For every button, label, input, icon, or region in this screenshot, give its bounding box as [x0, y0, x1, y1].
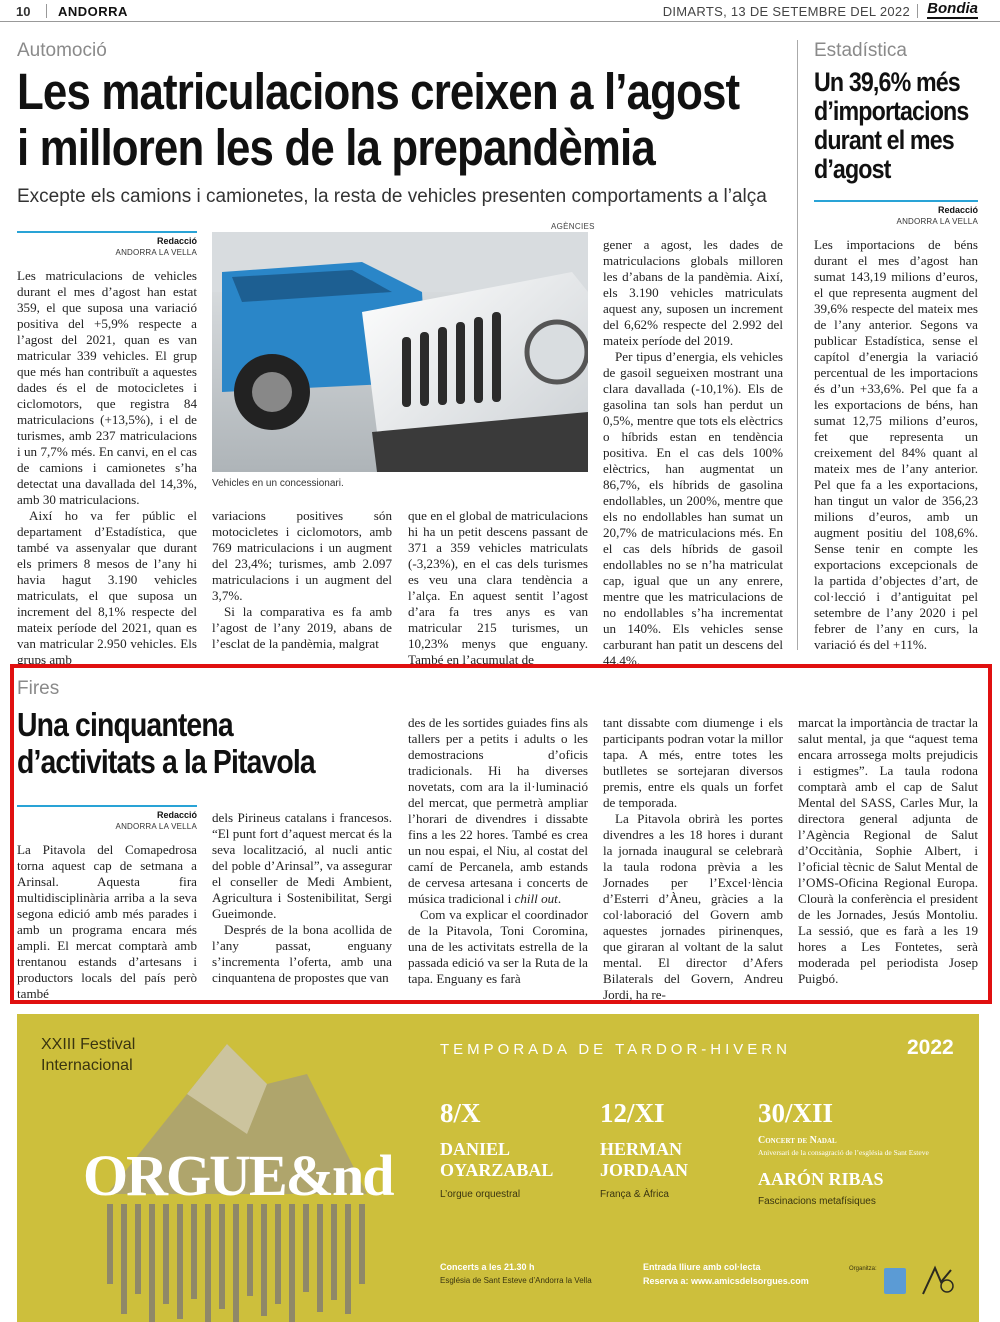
event-performer: JORDAAN [600, 1160, 688, 1180]
emphasis: chill out [514, 891, 558, 906]
byline-place: ANDORRA LA VELLA [115, 248, 197, 257]
paragraph: Per tipus d’energia, els vehicles de gasoil segueixen mostrant una clara davallada (-10,1%). Els de gasolina tan sols han perdut un 0,5%, mentre que tots els elèctrics o híbrids estan en tendència positiva. En el cas dels 100% elèctrics, han augmentat un 86,7%, els híbrids de gasolina endollables, un 200%, mentre que els no endollables han sumat un 20,7% de matriculacions més. En el cas dels híbrids de gasoil endollables no se n’ha matriculat cap, igual que un any enrere, mentre que les matriculacions de no endollables s’ha incrementat un 140%. Els vehicles sense carburant han patit un descens del 44,4%. [603, 349, 783, 668]
paragraph: Les importacions de béns durant el mes d’agost han sumat 143,19 milions d’euros, el que representa augment del 39,6% respecte del mateix mes de l’any anterior. Segons va publicar Estadística, sense el capítol d’energia la variació percentual de les importacions és d’un +33,6%. Pel que fa a les exportacions de béns, han sumat 12,75 milions d’euros, fet que representa un creixement del 84% quant al mateix mes de l’any anterior. Pel que fa a les exportacions, han tingut un valor de 356,23 milions d’euros, amb un augment positiu del 108,6%. Sense tenir en compte les exportacions excepcionals de la partida d’objectes d’art, de col·lecció i d’antiguitat pel setembre de l’any 2020 i pel febrer de l’any en curs, la variació és del +11%. [814, 237, 978, 652]
event-description: Fascinacions metafísiques [758, 1196, 876, 1207]
text: des de les sortides guiades fins als tallers per a petits i adults o les demostracions d’oficis tradicionals. Hi ha diverses novetats, com ara la il·luminació del mercat, que permetrà ampliar l’horari de divendres i dissabte fins a les 22 hores. També es crea un nou espai, el Niu, al costat del camí de Percanela, amb estands de cervesa artesana i concerts de música tradicional i [408, 715, 588, 906]
main-column-1 [17, 268, 197, 668]
main-column-3 [408, 508, 588, 668]
paragraph: Si la comparativa es fa amb l’agost de l’any 2019, abans de l’esclat de la pandèmia, malgrat [212, 604, 392, 651]
main-kicker: Automoció [17, 40, 107, 61]
paragraph: marcat la importància de tractar la salut mental, ja que “aquest tema encara arrossega molts prejudicis i estigmes”. La taula rodona comptarà amb el cap de Salut Mental del SASS, Carles Mur, la directora general adjunta de l’Agència Regional de Salut d’Occitània, Sophie Albert, i l’oficial tècnic de Salut Mental de l’OMS-Oficina Regional Europa. Clourà la conferència el president de les Jornades, Jesús Montoliu. La sessió, que es farà a les 19 hores a Les Fontetes, serà moderada pel periodista Josep Puigbó. [798, 715, 978, 986]
paragraph: La Pitavola del Comapedrosa torna aquest cap de setmana a Arinsal. Aquesta fira multidisciplinària arriba a la seva segona edició amb més parades i amb un programa encara més ampli. El mercat comptarà amb trentanou estands d’artesans i productors locals del país però també [17, 842, 197, 1001]
paragraph: que en el global de matriculacions hi ha un petit descens passant de 371 a 359 vehicles matriculats (-3,23%), en el cas dels turismes es veu una clara tendència a l’alça. En aquest sentit l’agost d’ara fa tres anys es van matricular 215 turismes, un 10,23% menys que enguany. També en l’acumulat de [408, 508, 588, 667]
event-performer: OYARZABAL [440, 1160, 554, 1180]
paragraph: La Pitavola obrirà les portes divendres a les 18 hores i durant la jornada inaugural se celebrarà la taula rodona prèvia a les Jornades per l’Excel·lència d’Esterri d’Àneu, gràcies a la col·laboració del Govern amb aquestes jornades pirinenques, que giraran al voltant de la salut mental. El director d’Afers Bilaterals del Govern, Andreu Jordi, ha re- [603, 811, 783, 1002]
side-headline-line: d’importacions [814, 96, 969, 126]
byline-author: Redacció [937, 205, 978, 215]
page-header [0, 0, 1000, 22]
paragraph: des de les sortides guiades fins als tallers per a petits i adults o les demostracions d’oficis tradicionals. Hi ha diverses novetats, com ara la il·luminació del mercat, que permetrà ampliar l’horari de divendres i dissabte fins a les 22 hores. També es crea un nou espai, el Niu, al costat del camí de Percanela, amb estands de cervesa artesana i concerts de música tradicional i chill out. [408, 715, 588, 906]
side-byline [814, 200, 978, 226]
newspaper-logo: Bondia [927, 0, 978, 17]
event-description: L’orgue orquestral [440, 1189, 521, 1200]
event-2 [600, 1098, 750, 1200]
side-headline-line: Un 39,6% més [814, 67, 960, 97]
season-label: TEMPORADA DE TARDOR-HIVERN [440, 1041, 791, 1058]
byline-place: ANDORRA LA VELLA [896, 217, 978, 226]
main-byline [17, 231, 197, 257]
event-date: 30/XII [758, 1098, 834, 1128]
page-number: 10 [16, 4, 31, 19]
event-performer: HERMAN [600, 1139, 682, 1159]
main-column-2 [212, 508, 392, 652]
side-body [814, 237, 978, 653]
column-divider [797, 40, 798, 650]
fires-column-2 [212, 810, 392, 986]
entry-info: Entrada lliure amb col·lecta [643, 1262, 761, 1272]
paragraph: gener a agost, les dades de matriculacions globals milloren les d’abans de la pandèmia. Així, els 3.190 vehicles matriculats aquest any, suposen un increment del 6,62% respecte del 2.992 del mateix període del 2019. [603, 237, 783, 348]
paragraph: tant dissabte com diumenge i els participants podran votar la millor tapa. A més, entre totes les butlletes se sortejaran diversos premis, entre els quals un forfet de temporada. [603, 715, 783, 810]
event-description: França & Àfrica [600, 1189, 669, 1200]
main-headline-line1: Les matriculacions creixen a l’agost [17, 63, 740, 120]
car-dealership-photo [212, 232, 588, 472]
festival-advertisement[interactable] [17, 1014, 979, 1322]
event-date: 8/X [440, 1098, 481, 1128]
fires-column-1 [17, 842, 197, 1002]
event-3 [758, 1098, 968, 1207]
concerts-venue: Església de Sant Esteve d’Andorra la Vella [440, 1276, 592, 1285]
fires-column-5 [798, 715, 978, 987]
government-seal-logo [884, 1268, 906, 1294]
paragraph: Així ho va fer públic el departament d’Estadística, que també va assenyalar que durant els primers 8 mesos de l’any hi havia hagut 3.190 vehicles matriculats, el que suposa un increment del 8,1% respecte del mateix període del 2021, quan es van matricular 2.950 vehicles. Els grups amb [17, 508, 197, 667]
organizer-logo [917, 1264, 959, 1298]
fires-column-3 [408, 715, 588, 987]
divider [917, 4, 918, 18]
byline-author: Redacció [156, 236, 197, 246]
event-subtitle: Aniversari de la consagració de l’església de Sant Esteve [758, 1148, 929, 1157]
paragraph: dels Pirineus catalans i francesos. “El punt fort d’aquest mercat és la seva localització, al nucli antic del poble d’Arinsal”, va assegurar el conseller de Medi Ambient, Agricultura i Sostenibilitat, Sergi Gueimonde. [212, 810, 392, 921]
event-performer: DANIEL [440, 1139, 511, 1159]
event-date: 12/XI [600, 1098, 665, 1128]
side-kicker: Estadística [814, 40, 907, 61]
byline-place: ANDORRA LA VELLA [115, 822, 197, 831]
event-title: Concert de Nadal [758, 1135, 837, 1146]
festival-title-1: XXIII Festival [41, 1036, 136, 1053]
paragraph: Com va explicar el coordinador de la Pitavola, Toni Coromina, una de les activitats estrella de la passada edició va ser la Ruta de la tapa. Enguany es farà [408, 907, 588, 986]
paragraph: Després de la bona acollida de l’any passat, enguany s’incrementa l’oferta, amb una cinquantena de propostes que van [212, 922, 392, 985]
event-1 [440, 1098, 590, 1200]
fires-kicker: Fires [17, 678, 60, 699]
main-deck: Excepte els camions i camionetes, la resta de vehicles presenten comportaments a l’alça [17, 186, 767, 207]
fires-column-4 [603, 715, 783, 1003]
concerts-time: Concerts a les 21.30 h [440, 1262, 535, 1272]
issue-date: DIMARTS, 13 DE SETEMBRE DEL 2022 [662, 4, 910, 19]
photo-caption: Vehicles en un concessionari. [212, 478, 344, 489]
booking-link[interactable]: Reserva a: www.amicsdelsorgues.com [643, 1276, 809, 1286]
main-column-4 [603, 237, 783, 669]
section-name: ANDORRA [58, 4, 128, 19]
paragraph: Les matriculacions de vehicles durant el mes d’agost han estat 359, el que suposa una variació positiva del +5,9% respecte a l’agost del 2021, quan es van matricular 339 vehicles. El grup que més han contribuït a aquestes dades és el de motocicletes i ciclomotors, que registra 84 matriculacions (+13,5%), i el de turismes, amb 237 matriculacions i un 7,7% més. En canvi, en el cas de camions i camionetes s’ha detectat una davallada del 14,3%, amb 30 matriculacions. [17, 268, 197, 507]
fires-headline-line1: Una cinquantena [17, 706, 233, 743]
divider [46, 4, 47, 18]
fires-byline [17, 805, 197, 831]
season-year: 2022 [907, 1036, 954, 1059]
festival-logo: ORGUE&nd [83, 1143, 393, 1208]
festival-title-2: Internacional [41, 1057, 133, 1074]
photo-credit: AGÈNCIES [551, 222, 595, 231]
side-headline-line: durant el mes [814, 125, 954, 155]
fires-headline-line2: d’activitats a la Pitavola [17, 743, 315, 780]
paragraph: variacions positives són motocicletes i ciclomotors, amb 769 matriculacions i un augment del 23,4%; turismes, amb 2.097 matriculacions i un augment del 3,7%. [212, 508, 392, 603]
side-headline [814, 68, 984, 184]
event-performer: AARÓN RIBAS [758, 1169, 884, 1189]
byline-author: Redacció [156, 810, 197, 820]
organizer-label: Organitza: [849, 1266, 877, 1272]
main-headline-line2: i milloren les de la prepandèmia [17, 119, 655, 176]
side-headline-line: d’agost [814, 154, 891, 184]
